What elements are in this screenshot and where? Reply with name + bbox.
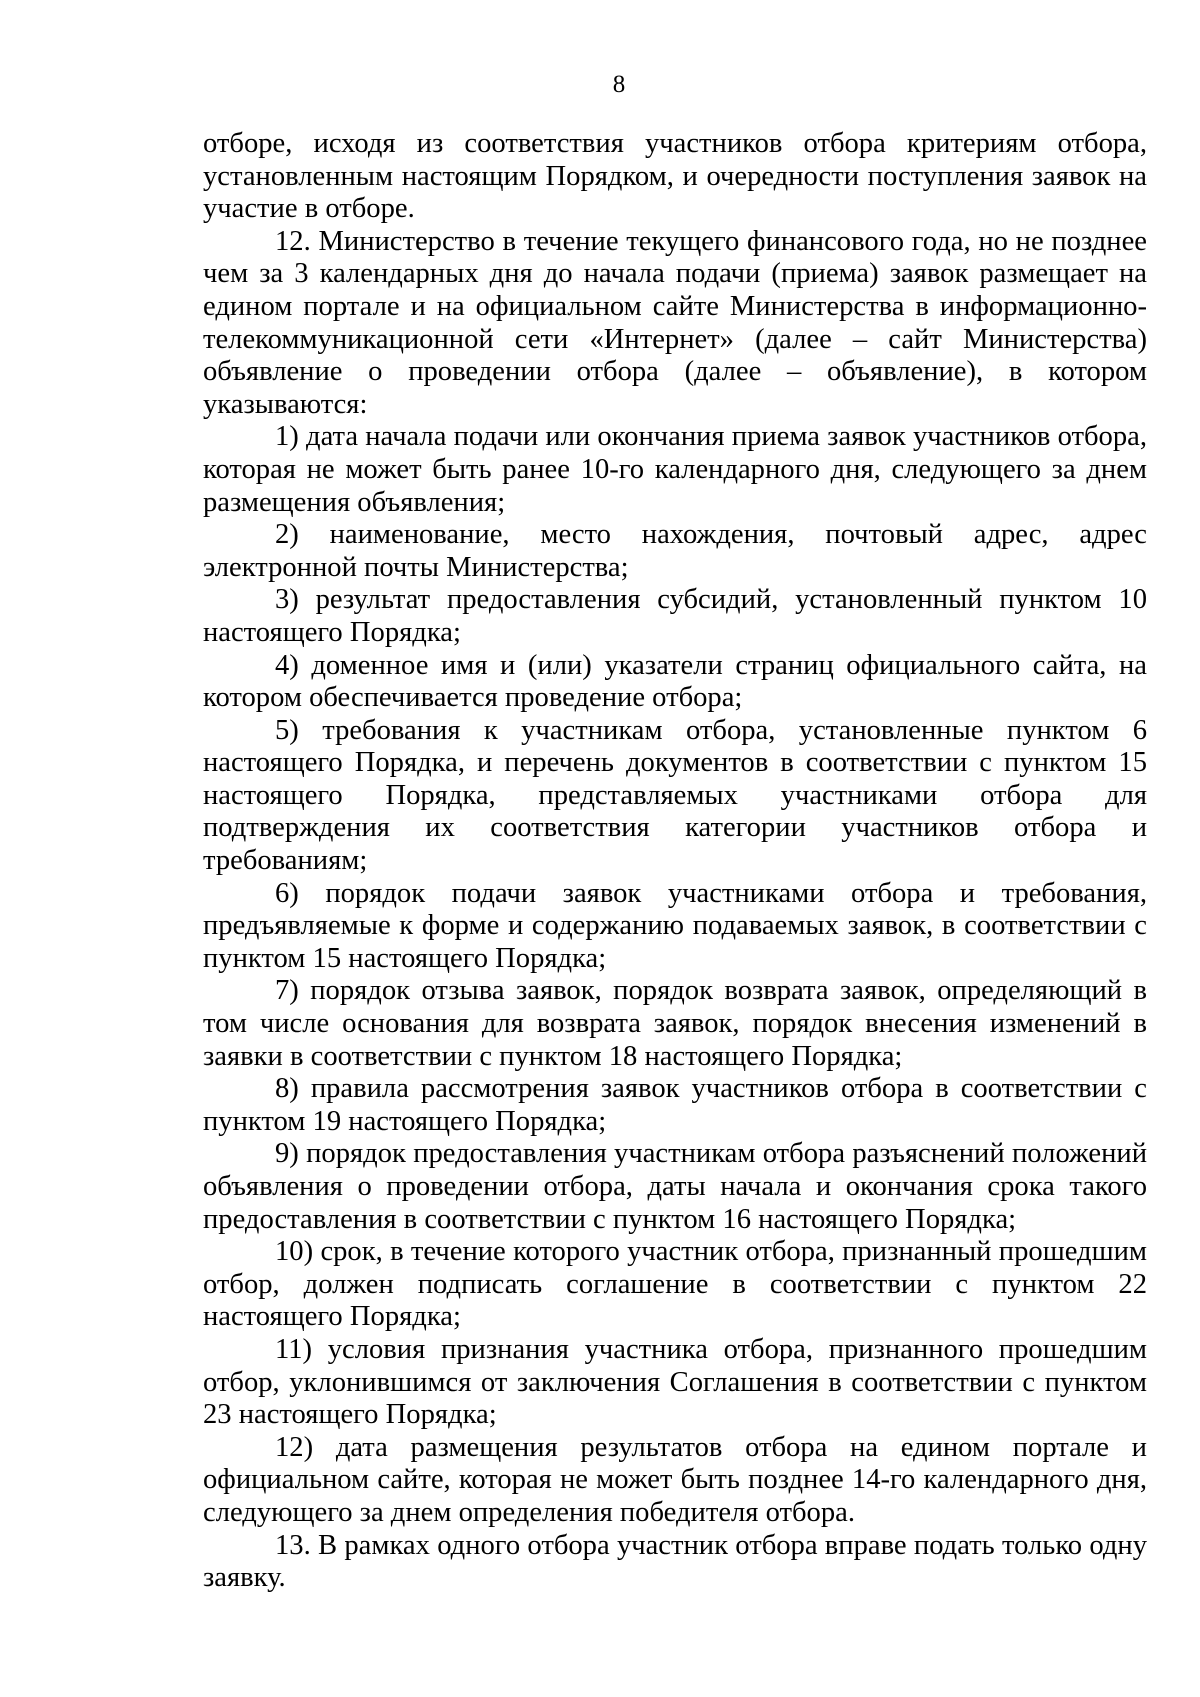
list-item: 12) дата размещения результатов отбора на едином портале и официальном сайте, которая не может быть позднее 14-го календарного дня, следующего за днем определения победителя отбора.: [203, 1431, 1147, 1528]
paragraph: отборе, исходя из соответствия участников отбора критериям отбора, установленным настоящим Порядком, и очередности поступления заявок на участие в отборе.: [203, 128, 1147, 225]
list-item: 7) порядок отзыва заявок, порядок возврата заявок, определяющий в том числе основания для возврата заявок, порядок внесения изменений в заявки в соответствии с пунктом 18 настоящего Порядка;: [203, 975, 1147, 1072]
list-item: 6) порядок подачи заявок участниками отбора и требования, предъявляемые к форме и содержанию подаваемых заявок, в соответствии с пунктом 15 настоящего Порядка;: [203, 877, 1147, 974]
list-item: 11) условия признания участника отбора, признанного прошедшим отбор, уклонившимся от заключения Соглашения в соответствии с пунктом 23 настоящего Порядка;: [203, 1333, 1147, 1431]
list-item: 8) правила рассмотрения заявок участников отбора в соответствии с пунктом 19 настоящего Порядка;: [203, 1073, 1147, 1137]
page-number: 8: [612, 71, 626, 98]
paragraph: 13. В рамках одного отбора участник отбора вправе подать только одну заявку.: [203, 1529, 1147, 1594]
paragraph: 12. Министерство в течение текущего финансового года, но не позднее чем за 3 календарных дня до начала подачи (приема) заявок размещает на едином портале и на официальном сайте Министерства в информационно-телекоммуникационной сети «Интернет» (далее – сайт Министерства) объявление о проведении отбора (далее – объявление), в котором указываются:: [203, 225, 1147, 420]
list-item: 2) наименование, место нахождения, почтовый адрес, адрес электронной почты Министерства;: [203, 519, 1147, 583]
list-item: 10) срок, в течение которого участник отбора, признанный прошедшим отбор, должен подписать соглашение в соответствии с пунктом 22 настоящего Порядка;: [203, 1236, 1147, 1333]
list-item: 5) требования к участникам отбора, установленные пунктом 6 настоящего Порядка, и перечень документов в соответствии с пунктом 15 настоящего Порядка, представляемых участниками отбора для подтверждения их соответствия категории участников отбора и требованиям;: [203, 714, 1147, 877]
list-item: 3) результат предоставления субсидий, установленный пунктом 10 настоящего Порядка;: [203, 584, 1147, 648]
list-item: 1) дата начала подачи или окончания приема заявок участников отбора, которая не может быть ранее 10-го календарного дня, следующего за днем размещения объявления;: [203, 421, 1147, 518]
list-item: 4) доменное имя и (или) указатели страниц официального сайта, на котором обеспечивается проведение отбора;: [203, 649, 1147, 714]
document-body: [203, 128, 1147, 1595]
list-item: 9) порядок предоставления участникам отбора разъяснений положений объявления о проведении отбора, даты начала и окончания срока такого предоставления в соответствии с пунктом 16 настоящего Порядка;: [203, 1138, 1147, 1235]
